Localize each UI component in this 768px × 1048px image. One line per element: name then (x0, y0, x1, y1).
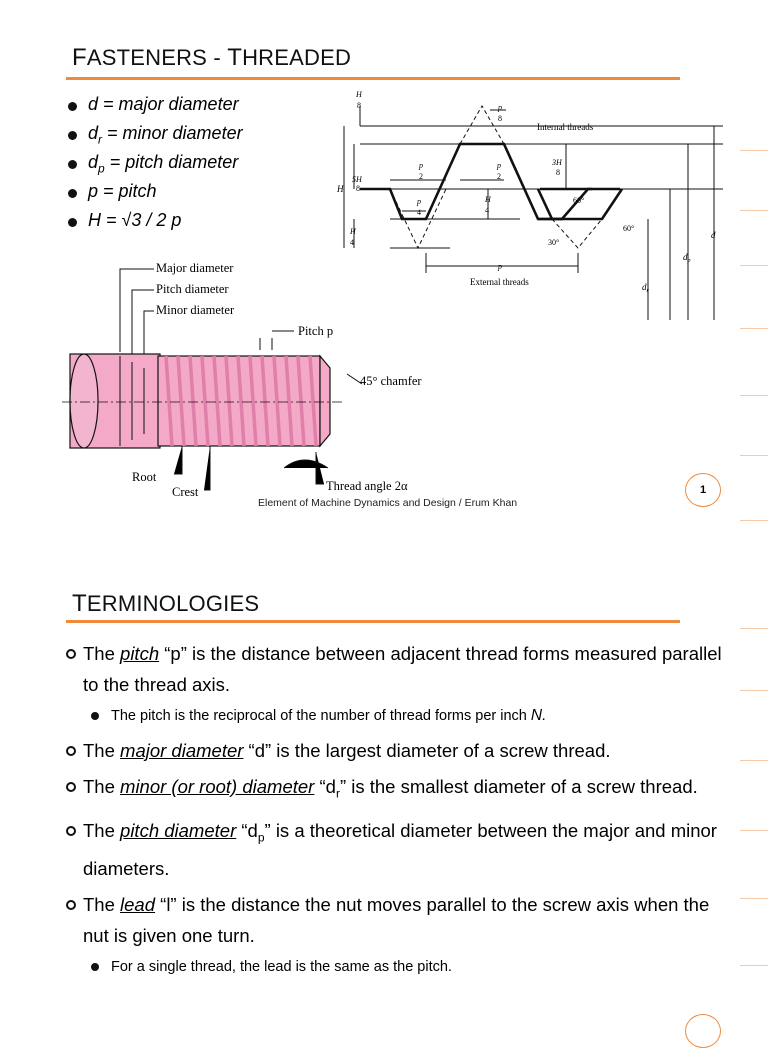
svg-text:d: d (711, 230, 716, 240)
term-item: The minor (or root) diameter “$d_r$” is the smallest diameter of a screw thread. (66, 771, 726, 810)
svg-text:p: p (419, 161, 423, 170)
terminology-list (66, 638, 726, 986)
svg-text:45° chamfer: 45° chamfer (360, 374, 422, 388)
svg-text:p: p (497, 161, 501, 170)
svg-text:3H: 3H (552, 158, 562, 167)
slide-title: FASTENERS - THREADED (72, 44, 352, 71)
svg-text:H: H (350, 227, 356, 236)
screw-thread-illustration (62, 256, 462, 502)
svg-text:dr: $d_r$ (642, 282, 649, 294)
svg-text:Pitch diameter: Pitch diameter (156, 282, 229, 296)
page-number: 1 (685, 473, 721, 507)
svg-text:8: 8 (357, 101, 361, 110)
svg-text:2: 2 (497, 172, 501, 181)
svg-text:4: 4 (485, 206, 489, 215)
svg-text:8: 8 (356, 184, 360, 193)
svg-text:2: 2 (419, 172, 423, 181)
sub-bullet: For a single thread, the lead is the same as the pitch. (66, 956, 726, 978)
page-edge-strip (739, 0, 768, 1024)
title-underline (66, 77, 680, 80)
svg-text:30°: 30° (548, 238, 560, 247)
svg-text:Crest: Crest (172, 485, 199, 499)
svg-text:60°: 60° (573, 196, 585, 205)
svg-text:Internal threads: Internal threads (537, 122, 594, 132)
svg-text:4: 4 (350, 238, 354, 247)
term-item: The pitch diameter “$d_p$” is a theoretical diameter between the major and minor diameters. (66, 815, 726, 885)
title-underline (66, 620, 680, 623)
svg-text:8: 8 (498, 114, 502, 123)
svg-text:60°: 60° (623, 224, 635, 233)
svg-text:Minor diameter: Minor diameter (156, 303, 235, 317)
slide-title: TERMINOLOGIES (72, 590, 260, 617)
svg-text:H: H (356, 90, 362, 99)
definition-list (66, 94, 243, 239)
term-item: The lead “l” is the distance the nut moves parallel to the screw axis when the nut is given one turn. (66, 889, 726, 951)
svg-text:5H: 5H (352, 175, 362, 184)
page-number-circle (685, 1014, 721, 1048)
svg-text:Thread angle 2α: Thread angle 2α (326, 479, 408, 493)
credit-line: Element of Machine Dynamics and Design / Erum Khan (258, 497, 518, 509)
term-item: The major diameter “d” is the largest diameter of a screw thread. (66, 735, 726, 766)
svg-text:p: p (498, 103, 502, 112)
svg-text:4: 4 (417, 208, 421, 217)
svg-text:dp: $d_p$ (683, 252, 691, 264)
definition-item: H = √3 / 2 p (66, 210, 243, 239)
term-item: The pitch “p” is the distance between adjacent thread forms measured parallel to the thread axis. (66, 638, 726, 700)
sub-bullet: The pitch is the reciprocal of the number of thread forms per inch N. (66, 705, 726, 727)
svg-text:Root: Root (132, 470, 157, 484)
definition-item: d = major diameter (66, 94, 243, 123)
slide-fasteners-threaded (0, 0, 740, 512)
svg-text:H: H (485, 195, 491, 204)
svg-text:Major diameter: Major diameter (156, 261, 234, 275)
svg-text:8: 8 (556, 168, 560, 177)
svg-text:H: H (337, 184, 344, 194)
svg-text:p: p (498, 262, 502, 271)
definition-item: $d_p$ = pitch diameter (66, 152, 243, 181)
svg-text:External threads: External threads (470, 277, 529, 287)
svg-text:p: p (417, 197, 421, 206)
definition-item: $d_r$ = minor diameter (66, 123, 243, 152)
definition-item: p = pitch (66, 181, 243, 210)
svg-text:Pitch p: Pitch p (298, 324, 334, 338)
